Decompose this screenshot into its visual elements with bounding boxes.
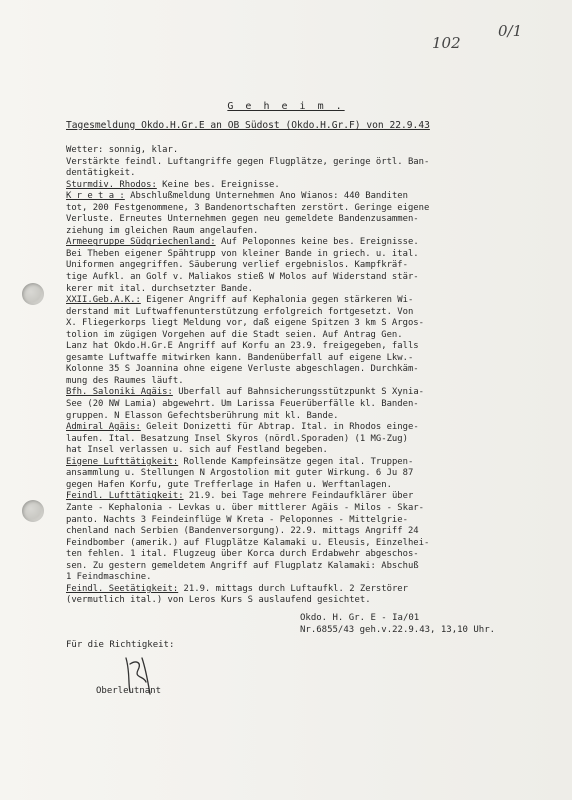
line-text: hat Insel verlassen u. sich auf Festland begeben. (66, 445, 328, 456)
report-line (66, 249, 558, 261)
line-text: Abschlußmeldung Unternehmen Ano Wianos: 440 Banditen (124, 191, 408, 202)
report-line (66, 549, 558, 561)
line-text: ziehung im gleichen Raum angelaufen. (66, 225, 259, 236)
section-label: Feindl. Lufttätigkeit: (66, 491, 184, 502)
report-line (66, 341, 558, 353)
report-line (66, 595, 558, 607)
section-label: Sturmdiv. Rhodos: (66, 179, 157, 190)
certification-label: Für die Richtigkeit: (66, 640, 175, 650)
line-text: Zante - Kephalonia - Levkas u. über mittlerer Ägäis - Milos - Skar- (66, 502, 424, 513)
report-line (66, 526, 558, 538)
report-line (66, 145, 558, 157)
line-text: ansammlung u. Stellungen N Argostolion mit guter Wirkung. 6 Ju 87 (66, 468, 414, 479)
line-text: Geleit Donizetti für Abtrap. Ital. in Rhodos einge- (140, 422, 419, 433)
report-line (66, 561, 558, 573)
line-text: Eigener Angriff auf Kephalonia gegen stärkeren Wi- (140, 295, 414, 306)
line-text: Verstärkte feindl. Luftangriffe gegen Flugplätze, geringe örtl. Ban- (66, 156, 430, 167)
line-text: mung des Raumes läuft. (66, 375, 184, 386)
report-line (66, 214, 558, 226)
line-text: 21.9. mittags durch Luftaufkl. 2 Zerstörer (178, 583, 408, 594)
report-line (66, 468, 558, 480)
section-label: Armeegruppe Südgriechenland: (66, 237, 216, 248)
line-text: gruppen. N Elasson Gefechtsberührung mit kl. Bande. (66, 410, 339, 421)
report-line (66, 445, 558, 457)
report-line (66, 376, 558, 388)
sender-line: Okdo. H. Gr. E - Ia/01 (300, 613, 420, 623)
report-line (66, 180, 558, 192)
line-text: Rollende Kampfeinsätze gegen ital. Truppen- (178, 456, 414, 467)
line-text: sen. Zu gestern gemeldetem Angriff auf Flugplatz Kalamaki: Abschuß (66, 560, 419, 571)
report-line (66, 364, 558, 376)
line-text: Feindbomber (amerik.) auf Flugplätze Kalamaki u. Eleusis, Einzelhei- (66, 537, 430, 548)
section-label: Feindl. Seetätigkeit: (66, 583, 179, 594)
sender-line: Nr.6855/43 geh.v.22.9.43, 13,10 Uhr. (300, 624, 496, 635)
report-line (66, 353, 558, 365)
section-label: K r e t a : (66, 191, 125, 202)
report-line (66, 226, 558, 238)
report-line (66, 399, 558, 411)
line-text: laufen. Ital. Besatzung Insel Skyros (nördl.Sporaden) (1 MG-Zug) (66, 433, 408, 444)
line-text: Uniformen angegriffen. Säuberung verlief ergebnislos. Kampfkräf- (66, 260, 408, 271)
report-line (66, 295, 558, 307)
report-line (66, 157, 558, 169)
archive-number-handwritten: 102 (432, 34, 461, 52)
punch-hole (22, 500, 44, 522)
line-text: chenland nach Serbien (Bandenversorgung). 22.9. mittags Angriff 24 (66, 526, 419, 537)
report-line (66, 411, 558, 423)
report-line (66, 307, 558, 319)
line-text: 21.9. bei Tage mehrere Feindaufklärer über (183, 491, 414, 502)
report-line (66, 584, 558, 596)
line-text: (vermutlich ital.) von Leros Kurs S auslaufend gesichtet. (66, 595, 371, 606)
report-line (66, 503, 558, 515)
report-heading: Tagesmeldung Okdo.H.Gr.E an OB Südost (Okdo.H.Gr.F) von 22.9.43 (66, 120, 430, 131)
report-body (66, 145, 558, 607)
report-line (66, 387, 558, 399)
report-line (66, 191, 558, 203)
report-line (66, 237, 558, 249)
report-line (66, 260, 558, 272)
line-text: dentätigkeit. (66, 168, 136, 179)
punch-hole (22, 283, 44, 305)
report-line (66, 330, 558, 342)
line-text: ten fehlen. 1 ital. Flugzeug über Korca durch Erdabwehr abgeschos- (66, 549, 419, 560)
line-text: Bei Theben eigener Spähtrupp von kleiner Bande in griech. u. ital. (66, 248, 419, 259)
report-line (66, 572, 558, 584)
report-line (66, 491, 558, 503)
line-text: Lanz hat Okdo.H.Gr.E Angriff auf Korfu an 23.9. freigegeben, falls (66, 341, 419, 352)
line-text: X. Fliegerkorps liegt Meldung vor, daß eigene Spitzen 3 km S Argos- (66, 318, 424, 329)
line-text: Auf Peloponnes keine bes. Ereignisse. (215, 237, 419, 248)
line-text: Verluste. Erneutes Unternehmen gegen neu gemeldete Bandenzusammen- (66, 214, 419, 225)
line-text: tige Aufkl. an Golf v. Maliakos stieß W Molos auf Widerstand stär- (66, 272, 419, 283)
report-line (66, 457, 558, 469)
report-line (66, 480, 558, 492)
page-mark-handwritten: 0/1 (498, 22, 523, 40)
line-text: See (20 NW Lamia) abgewehrt. Um Larissa Feuerüberfälle kl. Banden- (66, 399, 419, 410)
report-line (66, 515, 558, 527)
line-text: gesamte Luftwaffe mitwirken kann. Bandenüberfall auf eigene Lkw.- (66, 352, 414, 363)
document-title: G e h e i m . (227, 101, 345, 112)
report-line (66, 284, 558, 296)
section-label: Bfh. Saloniki Ägäis: (66, 387, 173, 398)
signer-rank: Oberleutnant (96, 686, 162, 696)
line-text: Keine bes. Ereignisse. (156, 179, 280, 190)
report-line (66, 422, 558, 434)
sender-block (300, 613, 495, 636)
line-text: derstand mit Luftwaffenunterstützung erfolgreich fortgesetzt. Von (66, 306, 414, 317)
section-label: XXII.Geb.A.K.: (66, 295, 141, 306)
line-text: tolion im zügigen Vorgehen auf die Stadt seien. Auf Antrag Gen. (66, 329, 403, 340)
line-text: Wetter: sonnig, klar. (66, 145, 179, 155)
report-line (66, 538, 558, 550)
line-text: Kolonne 35 S Joannina ohne eigene Verluste abgeschlagen. Durchkäm- (66, 364, 419, 375)
report-line (66, 318, 558, 330)
line-text: tot, 200 Festgenommene, 3 Bandenortschaften zerstört. Geringe eigene (66, 202, 430, 213)
line-text: gegen Hafen Korfu, gute Trefferlage in Hafen u. Werftanlagen. (66, 479, 392, 490)
report-line (66, 168, 558, 180)
line-text: panto. Nachts 3 Feindeinflüge W Kreta - Peloponnes - Mittelgrie- (66, 514, 408, 525)
section-label: Admiral Ägäis: (66, 422, 141, 433)
section-label: Eigene Lufttätigkeit: (66, 456, 179, 467)
line-text: 1 Feindmaschine. (66, 572, 152, 583)
report-line (66, 272, 558, 284)
line-text: Überfall auf Bahnsicherungsstützpunkt S Xynia- (172, 387, 425, 398)
report-line (66, 203, 558, 215)
line-text: kerer mit ital. durchsetzter Bande. (66, 283, 254, 294)
report-line (66, 434, 558, 446)
